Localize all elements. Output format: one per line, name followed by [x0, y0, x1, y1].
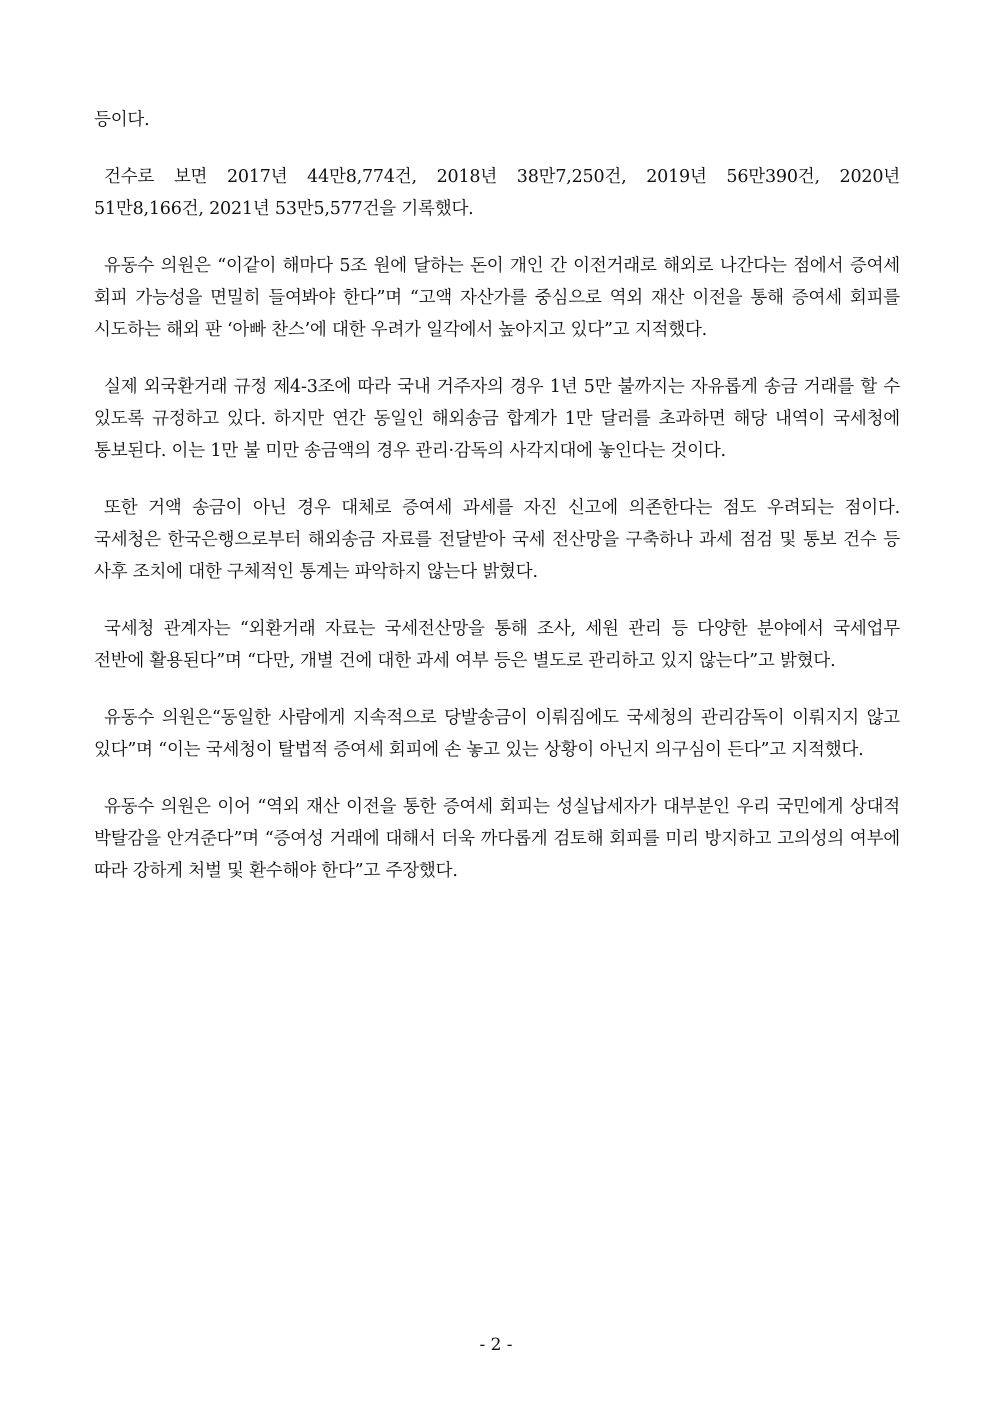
paragraph-8: 유동수 의원은 이어 “역외 재산 이전을 통한 증여세 회피는 성실납세자가 대부분인 우리 국민에게 상대적 박탈감을 안겨준다”며 “증여성 거래에 대해서 더욱 까다롭게 검토해 회피를 미리 방지하고 고의성의 여부에 따라 강하게 처벌 및 환수해야 한다”고 주장했다. — [94, 797, 900, 881]
paragraph-3: 유동수 의원은 “이같이 해마다 5조 원에 달하는 돈이 개인 간 이전거래로 해외로 나간다는 점에서 증여세 회피 가능성을 면밀히 들여봐야 한다”며 “고액 자산가를 중심으로 역외 재산 이전을 통해 증여세 회피를 시도하는 해외 판 ‘아빠 찬스’에 대한 우려가 일각에서 높아지고 있다”고 지적했다. — [94, 256, 900, 340]
paragraph-6: 국세청 관계자는 “외환거래 자료는 국세전산망을 통해 조사, 세원 관리 등 다양한 분야에서 국세업무 전반에 활용된다”며 “다만, 개별 건에 대한 과세 여부 등은 별도로 관리하고 있지 않는다”고 밝혔다. — [94, 619, 900, 671]
paragraph-7: 유동수 의원은“동일한 사람에게 지속적으로 당발송금이 이뤄짐에도 국세청의 관리감독이 이뤄지지 않고 있다”며 “이는 국세청이 탈법적 증여세 회피에 손 놓고 있는 상황이 아닌지 의구심이 든다”고 지적했다. — [94, 708, 900, 760]
paragraph-2: 건수로 보면 2017년 44만8,774건, 2018년 38만7,250건, 2019년 56만390건, 2020년 51만8,166건, 2021년 53만5,577건을 기록했다. — [94, 167, 900, 219]
document-body — [94, 104, 900, 912]
page-number: - 2 - — [479, 1335, 513, 1355]
paragraph-5: 또한 거액 송금이 아닌 경우 대체로 증여세 과세를 자진 신고에 의존한다는 점도 우려되는 점이다. 국세청은 한국은행으로부터 해외송금 자료를 전달받아 국세 전산망을 구축하나 과세 점검 및 통보 건수 등 사후 조치에 대한 구체적인 통계는 파악하지 않는다 밝혔다. — [94, 498, 900, 582]
paragraph-4: 실제 외국환거래 규정 제4-3조에 따라 국내 거주자의 경우 1년 5만 불까지는 자유롭게 송금 거래를 할 수 있도록 규정하고 있다. 하지만 연간 동일인 해외송금 합계가 1만 달러를 초과하면 해당 내역이 국세청에 통보된다. 이는 1만 불 미만 송금액의 경우 관리·감독의 사각지대에 놓인다는 것이다. — [94, 377, 900, 461]
paragraph-1: 등이다. — [94, 110, 150, 130]
